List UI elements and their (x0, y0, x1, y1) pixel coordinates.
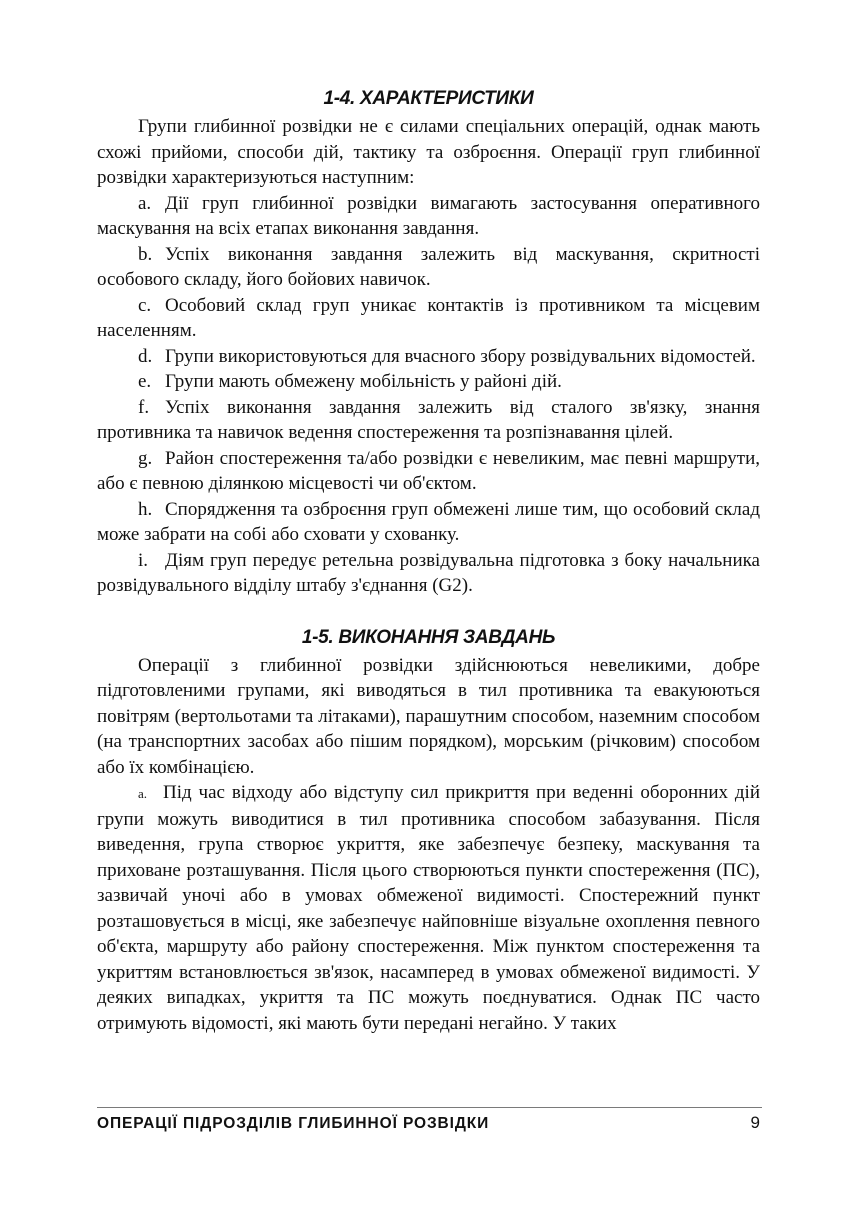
list-item-c (97, 293, 760, 344)
list-marker: i. (138, 549, 149, 571)
page-number: 9 (750, 1113, 760, 1132)
list-item-text: Дії груп глибинної розвідки вимагають застосування оперативного маскування на всіх етапах виконання завдання. (97, 192, 760, 239)
list-item-a (97, 191, 760, 242)
list-item-text: Район спостереження та/або розвідки є невеликим, має певні маршрути, або є певною ділянкою місцевості чи об'єктом. (97, 447, 760, 494)
list-item-text: Спорядження та озброєння груп обмежені лише тим, що особовий склад може забрати на собі або сховати у схованку. (97, 498, 760, 545)
list-marker: c. (138, 294, 152, 316)
list-item-h (97, 497, 760, 548)
section-heading-execution: 1-5. ВИКОНАННЯ ЗАВДАНЬ (301, 626, 556, 648)
list-marker: e. (138, 371, 152, 392)
list-item-d (97, 344, 760, 370)
list-item-text: Особовий склад груп уникає контактів із противником та місцевим населенням. (97, 294, 760, 341)
page-content (97, 84, 760, 1036)
footer-title: ОПЕРАЦІЇ ПІДРОЗДІЛІВ ГЛИБИННОЇ РОЗВІДКИ (97, 1115, 490, 1132)
list-item-text: Групи використовуються для вчасного збору розвідувальних відомостей. (165, 345, 756, 367)
list-item-text: Діям груп передує ретельна розвідувальна підготовка з боку начальника розвідувального відділу штабу з'єднання (G2). (97, 549, 760, 596)
list-marker: f. (138, 396, 150, 418)
execution-intro: Операції з глибинної розвідки здійснюються невеликими, добре підготовленими групами, які виводяться в тил противника та евакуюються повітрям (вертольотами та літаками), парашутним способом, наземним способом (на транспортних засобах або пішим порядком), морським (річковим) способом або їх комбінацією. (97, 654, 760, 778)
list-marker: a. (138, 786, 148, 801)
characteristics-intro: Групи глибинної розвідки не є силами спеціальних операцій, однак мають схожі прийоми, способи дій, тактику та озброєння. Операції груп глибинної розвідки характеризуються наступним: (97, 116, 760, 188)
list-item-text: Успіх виконання завдання залежить від маскування, скритності особового складу, його бойових навичок. (97, 243, 760, 290)
list-marker: b. (138, 243, 153, 265)
list-item-f (97, 395, 760, 446)
list-item-text: Групи мають обмежену мобільність у районі дій. (165, 371, 562, 392)
footer-divider (97, 1107, 762, 1108)
list-marker: a. (138, 192, 152, 214)
list-item-i (97, 548, 760, 599)
list-item-text: Успіх виконання завдання залежить від сталого зв'язку, знання противника та навичок ведення спостереження та розпізнавання цілей. (97, 396, 760, 443)
list-marker: h. (138, 498, 153, 520)
list-item-b (97, 242, 760, 293)
list-item-e (97, 369, 760, 395)
section-heading-characteristics: 1-4. ХАРАКТЕРИСТИКИ (323, 88, 534, 109)
list-item-g (97, 446, 760, 497)
execution-item-a (97, 780, 760, 1036)
list-marker: g. (138, 447, 153, 469)
list-marker: d. (138, 345, 153, 367)
list-item-text: Під час відходу або відступу сил прикриття при веденні оборонних дій групи можуть виводитися в тил противника способом забазування. Після виведення, група створює укриття, яке забезпечує безпеку, маскування та приховане розташування. Після цього створюються пункти спостереження (ПС), зазвичай уночі або в умовах обмеженої видимості. Спостережний пункт розташовується в місці, яке забезпечує найповніше візуальне охоплення певного об'єкта, маршруту або району спостереження. Між пунктом спостереження та укриттям встановлюється зв'язок, насамперед в умовах обмеженої видимості. У деяких випадках, укриття та ПС можуть поєднуватися. Однак ПС часто отримують відомості, які мають бути передані негайно. У таких (97, 782, 760, 1034)
